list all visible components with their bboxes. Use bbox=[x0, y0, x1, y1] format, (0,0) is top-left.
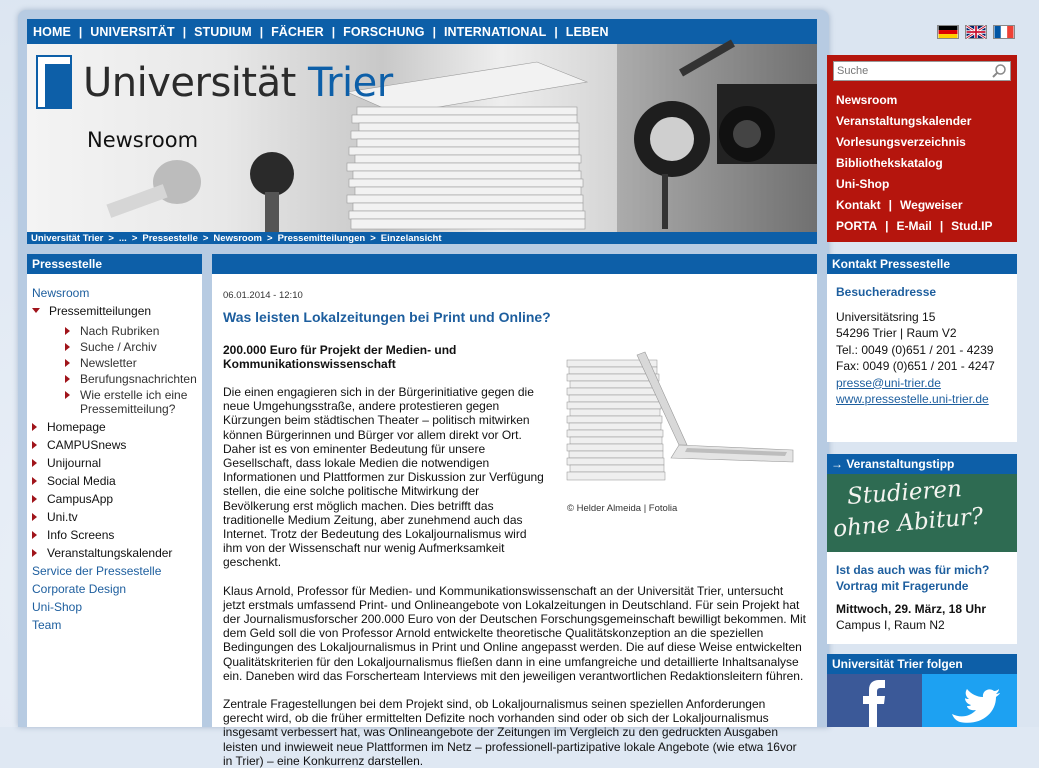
event-image[interactable] bbox=[827, 474, 1017, 552]
article-column bbox=[212, 254, 817, 768]
german-flag-icon[interactable] bbox=[937, 25, 959, 39]
article-figure bbox=[567, 350, 797, 514]
article-header-bar bbox=[212, 254, 817, 274]
quicklink-row: Kontakt | Wegweiser bbox=[836, 195, 993, 216]
sidebar-subitem[interactable]: Suche / Archiv bbox=[65, 340, 202, 354]
contact-street: Universitätsring 15 bbox=[836, 309, 936, 324]
sidebar-nav bbox=[27, 274, 202, 632]
contact-details bbox=[827, 274, 1017, 408]
triangle-right-icon bbox=[32, 441, 37, 449]
sidebar-link-service[interactable]: Service der Pressestelle bbox=[32, 564, 162, 578]
sidebar-link-corporate-design[interactable]: Corporate Design bbox=[32, 582, 127, 596]
triangle-right-icon bbox=[32, 423, 37, 431]
sidebar-item-pressemitteilungen[interactable]: Pressemitteilungen bbox=[32, 304, 202, 318]
contact-city: 54296 Trier | Raum V2 bbox=[836, 326, 957, 340]
sidebar-item-info-screens[interactable]: Info Screens bbox=[32, 528, 202, 542]
search-box[interactable] bbox=[833, 61, 1011, 81]
breadcrumb-item[interactable]: Pressestelle bbox=[142, 232, 198, 244]
social-links bbox=[827, 674, 1017, 727]
sidebar-item-homepage[interactable]: Homepage bbox=[32, 420, 202, 434]
triangle-right-icon bbox=[32, 549, 37, 557]
quicklink-row: PORTA | E-Mail | Stud.IP bbox=[836, 216, 993, 237]
quicklink-veranstaltungskalender[interactable]: Veranstaltungskalender bbox=[836, 114, 972, 128]
sidebar-item-unijournal[interactable]: Unijournal bbox=[32, 456, 202, 470]
nav-faecher[interactable]: FÄCHER bbox=[271, 24, 324, 39]
university-logo-text bbox=[83, 60, 393, 106]
article-paragraph: Klaus Arnold, Professor für Medien- und Kommunikationswissenschaft an der Universität Trier, untersucht jetzt erstmals umfassend Print- und Onlineangebote von Lokalzeitungen in Deutschland. Für sein Projekt hat der Journalismusforscher 200.000 Euro von der Deutschen Forschungsgemeinschaft bewilligt bekommen. Mit dem Geld soll die von Professor Arnold entwickelte theoretische Qualitätskonzeption an die speziellen Bedingungen des Lokaljournalismus in Print und Online angepasst werden. Die auf diese Weise entwickelten Qualitätskriterien für den Lokaljournalismus fließen dann in eine umfangreiche und detaillierte Inhaltsanalyse ein. Daneben wird das Forscherteam Interviews mit den jeweiligen verantwortlichen Redaktionsleitern führen. bbox=[223, 583, 806, 683]
sidebar-subitem[interactable]: Nach Rubriken bbox=[65, 324, 202, 338]
sidebar-subitem[interactable]: Newsletter bbox=[65, 356, 202, 370]
contact-phone: Tel.: 0049 (0)651 / 201 - 4239 bbox=[836, 342, 994, 357]
triangle-right-icon bbox=[65, 391, 70, 399]
nav-international[interactable]: INTERNATIONAL bbox=[443, 24, 547, 39]
triangle-right-icon bbox=[65, 343, 70, 351]
breadcrumb: Universität Trier > ... > Pressestelle > Newsroom > Pressemitteilungen > Einzelansicht bbox=[27, 232, 817, 244]
article-paragraph: Zentrale Fragestellungen bei dem Projekt sind, ob Lokaljournalismus seinen speziellen Anforderungen gerecht wird, ob die früher ermittelten Defizite noch vorhanden sind oder ob sich der Lokaljournalismus insgesamt verbessert hat, was Onlineangebote der Zeitungen im Vergleich zu den gedruckten Ausgaben leisten und inwieweit neue Plattformen im Netz – professionell-partizipative lokale Angebote (wie etwa 16vor in Trier) – eine Konkurrenz darstellen. bbox=[223, 697, 797, 768]
facebook-icon bbox=[827, 674, 922, 727]
top-navigation: HOME | UNIVERSITÄT | STUDIUM | FÄCHER | FORSCHUNG | INTERNATIONAL | LEBEN bbox=[27, 19, 817, 44]
contact-web-link[interactable]: www.pressestelle.uni-trier.de bbox=[836, 392, 989, 406]
sidebar-item-campusapp[interactable]: CampusApp bbox=[32, 492, 202, 506]
event-image-text: Studieren bbox=[846, 476, 963, 510]
triangle-right-icon bbox=[32, 531, 37, 539]
nav-studium[interactable]: STUDIUM bbox=[194, 24, 252, 39]
twitter-button[interactable] bbox=[922, 674, 1017, 727]
event-details bbox=[827, 552, 1017, 633]
sidebar-item-veranstaltungskalender[interactable]: Veranstaltungskalender bbox=[32, 546, 202, 560]
triangle-right-icon bbox=[65, 375, 70, 383]
article-paragraph: Die einen engagieren sich in der Bürgerinitiative gegen die neue Umgehungsstraße, andere protestieren gegen Kürzungen beim städtischen Theater – politisch mitwirken können Bürgerinnen und Bürger vor allem direkt vor Ort. Daher ist es von eminenter Bedeutung für unsere Gesellschaft, dass lokale Medien die notwendigen Informationen und Plattformen zur Diskussion zur Verfügung stellen, die eine solche politische Mitwirkung der Bevölkerung erst möglich machen. Dies betrifft das traditionelle Medium Zeitung, aber zunehmend auch das Internet. Trotz der Bedeutung des Lokaljournalismus wird ihm von der Wissenschaft nur wenig Aufmerksamkeit geschenkt. bbox=[223, 385, 544, 570]
quicklink-studip[interactable]: Stud.IP bbox=[951, 219, 993, 233]
right-sidebar bbox=[827, 0, 1039, 727]
social-heading: Universität Trier folgen bbox=[827, 654, 1017, 674]
sidebar-link-uni-shop[interactable]: Uni-Shop bbox=[32, 600, 83, 614]
sidebar-subitem[interactable]: Wie erstelle ich eine Pressemitteilung? bbox=[65, 388, 195, 416]
logo-word-universitaet: Universität bbox=[83, 60, 296, 106]
nav-forschung[interactable]: FORSCHUNG bbox=[343, 24, 425, 39]
quicklink-uni-shop[interactable]: Uni-Shop bbox=[836, 177, 890, 191]
article-headline: Was leisten Lokalzeitungen bei Print und Online? bbox=[223, 309, 551, 325]
site-title: Newsroom bbox=[87, 128, 199, 152]
triangle-right-icon bbox=[32, 513, 37, 521]
article-date: 06.01.2014 - 12:10 bbox=[223, 290, 303, 301]
triangle-down-icon bbox=[32, 308, 40, 313]
sidebar-item-unitv[interactable]: Uni.tv bbox=[32, 510, 202, 524]
header-banner bbox=[27, 44, 817, 232]
sidebar-subitem[interactable]: Berufungsnachrichten bbox=[65, 372, 202, 386]
search-input[interactable]: Suche bbox=[837, 65, 869, 77]
contact-box bbox=[827, 254, 1017, 442]
sidebar-item-newsroom[interactable]: Newsroom bbox=[32, 286, 90, 300]
contact-fax: Fax: 0049 (0)651 / 201 - 4247 bbox=[836, 359, 995, 373]
quicklink-vorlesungsverzeichnis[interactable]: Vorlesungsverzeichnis bbox=[836, 135, 966, 149]
logo-word-trier: Trier bbox=[308, 60, 393, 106]
triangle-right-icon bbox=[32, 495, 37, 503]
language-switcher bbox=[937, 25, 1015, 39]
french-flag-icon[interactable] bbox=[993, 25, 1015, 39]
event-box bbox=[827, 454, 1017, 644]
breadcrumb-item[interactable]: Newsroom bbox=[213, 232, 262, 244]
quicklink-kontakt[interactable]: Kontakt bbox=[836, 198, 881, 212]
microphone-image bbox=[237, 144, 317, 234]
contact-subheading: Besucheradresse bbox=[836, 285, 937, 299]
event-question-link[interactable]: Ist das auch was für mich? bbox=[836, 563, 990, 577]
event-date: Mittwoch, 29. März, 18 Uhr bbox=[836, 602, 987, 616]
event-place: Campus I, Raum N2 bbox=[836, 618, 945, 632]
quicklinks bbox=[836, 90, 993, 237]
event-heading: → Veranstaltungstipp bbox=[827, 454, 1017, 474]
microphone-image bbox=[107, 154, 207, 234]
twitter-icon bbox=[922, 674, 1017, 727]
contact-email-link[interactable]: presse@uni-trier.de bbox=[836, 375, 941, 390]
breadcrumb-item[interactable]: Universität Trier bbox=[31, 232, 104, 244]
sidebar-heading: Pressestelle bbox=[27, 254, 202, 274]
article-lead: 200.000 Euro für Projekt der Medien- und Kommunikationswissenschaft bbox=[223, 343, 457, 371]
social-box bbox=[827, 654, 1017, 727]
triangle-right-icon bbox=[32, 459, 37, 467]
triangle-right-icon bbox=[32, 477, 37, 485]
contact-heading: Kontakt Pressestelle bbox=[827, 254, 1017, 274]
breadcrumb-item[interactable]: ... bbox=[118, 232, 127, 244]
facebook-button[interactable] bbox=[827, 674, 922, 727]
quicklink-email[interactable]: E-Mail bbox=[896, 219, 932, 233]
event-subtitle-link[interactable]: Vortrag mit Fragerunde bbox=[836, 579, 969, 593]
quicklinks-box bbox=[827, 55, 1017, 242]
breadcrumb-item: Einzelansicht bbox=[380, 232, 442, 244]
nav-leben[interactable]: LEBEN bbox=[565, 24, 609, 39]
event-image-text: ohne Abitur? bbox=[832, 503, 985, 543]
search-icon[interactable] bbox=[991, 63, 1007, 79]
article bbox=[212, 274, 817, 768]
sidebar-link-team[interactable]: Team bbox=[32, 618, 62, 632]
quicklink-newsroom[interactable]: Newsroom bbox=[836, 93, 898, 107]
sidebar-subnav bbox=[32, 324, 202, 416]
camera-image bbox=[617, 44, 817, 232]
quicklink-wegweiser[interactable]: Wegweiser bbox=[900, 198, 963, 212]
breadcrumb-item[interactable]: Pressemitteilungen bbox=[277, 232, 366, 244]
image-caption: © Helder Almeida | Fotolia bbox=[567, 503, 678, 514]
nav-home[interactable]: HOME bbox=[33, 24, 71, 39]
triangle-right-icon bbox=[65, 327, 70, 335]
uk-flag-icon[interactable] bbox=[965, 25, 987, 39]
sidebar-item-campusnews[interactable]: CAMPUSnews bbox=[32, 438, 202, 452]
sidebar-item-social-media[interactable]: Social Media bbox=[32, 474, 202, 488]
triangle-right-icon bbox=[65, 359, 70, 367]
left-sidebar bbox=[27, 254, 202, 727]
university-logo-icon bbox=[37, 56, 71, 108]
newspaper-laptop-image bbox=[567, 350, 793, 496]
quicklink-bibliothekskatalog[interactable]: Bibliothekskatalog bbox=[836, 156, 943, 170]
quicklink-porta[interactable]: PORTA bbox=[836, 219, 878, 233]
nav-universitaet[interactable]: UNIVERSITÄT bbox=[90, 24, 175, 39]
